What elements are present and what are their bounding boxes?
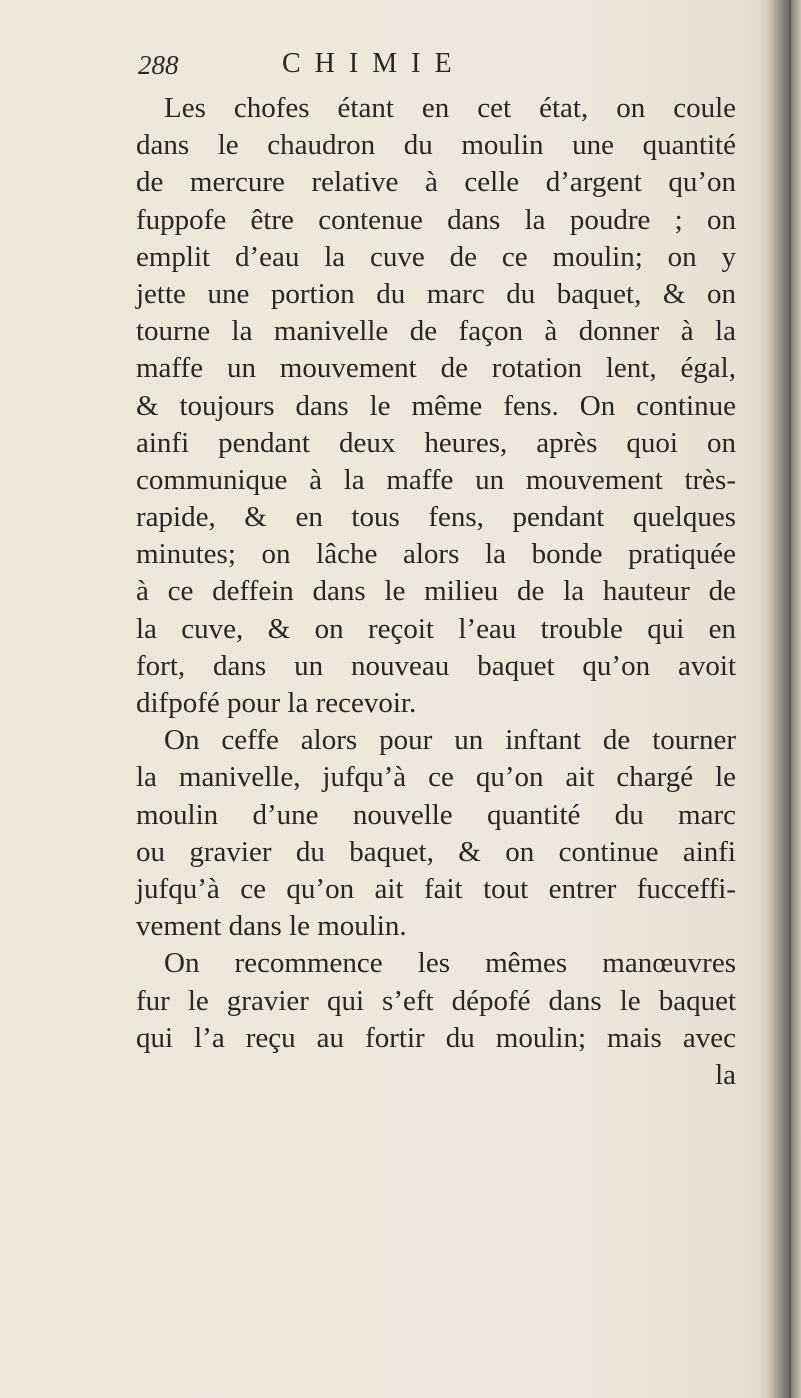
text-line: ainfi pendant deux heures, après quoi on xyxy=(136,426,736,459)
text-line: & toujours dans le même fens. On continue xyxy=(136,389,736,422)
text-line: rapide, & en tous fens, pendant quelques xyxy=(136,501,736,534)
page-edge-line xyxy=(789,0,791,1398)
text-line: fur le gravier qui s’eft dépofé dans le baquet xyxy=(136,984,736,1017)
text-line: On recommence les mêmes manœuvres xyxy=(164,947,736,980)
text-line: jufqu’à ce qu’on ait fait tout entrer fucceffi- xyxy=(136,872,736,905)
text-line: qui l’a reçu au fortir du moulin; mais avec xyxy=(136,1021,736,1054)
page-header xyxy=(138,50,738,94)
text-line: communique à la maffe un mouvement très- xyxy=(136,463,736,496)
text-line: Les chofes étant en cet état, on coule xyxy=(164,92,736,124)
body-text xyxy=(136,90,736,1094)
running-title: CHIMIE xyxy=(282,48,466,79)
text-line: On ceffe alors pour un inftant de tourner xyxy=(164,724,736,757)
text-line: à ce deffein dans le milieu de la hauteur de xyxy=(136,575,736,608)
text-line: vement dans le moulin. xyxy=(136,910,407,943)
text-line: fort, dans un nouveau baquet qu’on avoit xyxy=(136,649,736,682)
text-line: fuppofe être contenue dans la poudre ; on xyxy=(136,203,736,236)
text-line: la manivelle, jufqu’à ce qu’on ait chargé le xyxy=(136,761,736,794)
catchword: la xyxy=(715,1058,736,1091)
text-line: jette une portion du marc du baquet, & on xyxy=(136,277,736,310)
text-line: moulin d’une nouvelle quantité du marc xyxy=(136,798,736,831)
text-line: minutes; on lâche alors la bonde pratiquée xyxy=(136,538,736,571)
text-line: la cuve, & on reçoit l’eau trouble qui en xyxy=(136,612,736,645)
text-line: tourne la manivelle de façon à donner à la xyxy=(136,315,736,348)
text-line: de mercure relative à celle d’argent qu’on xyxy=(136,166,736,199)
text-line: ou gravier du baquet, & on continue ainfi xyxy=(136,835,736,868)
page-edge-shadow xyxy=(759,0,801,1398)
text-line: difpofé pour la recevoir. xyxy=(136,687,417,719)
text-line: emplit d’eau la cuve de ce moulin; on y xyxy=(136,240,736,273)
page-number: 288 xyxy=(138,50,179,80)
text-line: dans le chaudron du moulin une quantité xyxy=(136,129,736,162)
text-line: maffe un mouvement de rotation lent, égal, xyxy=(136,352,736,385)
